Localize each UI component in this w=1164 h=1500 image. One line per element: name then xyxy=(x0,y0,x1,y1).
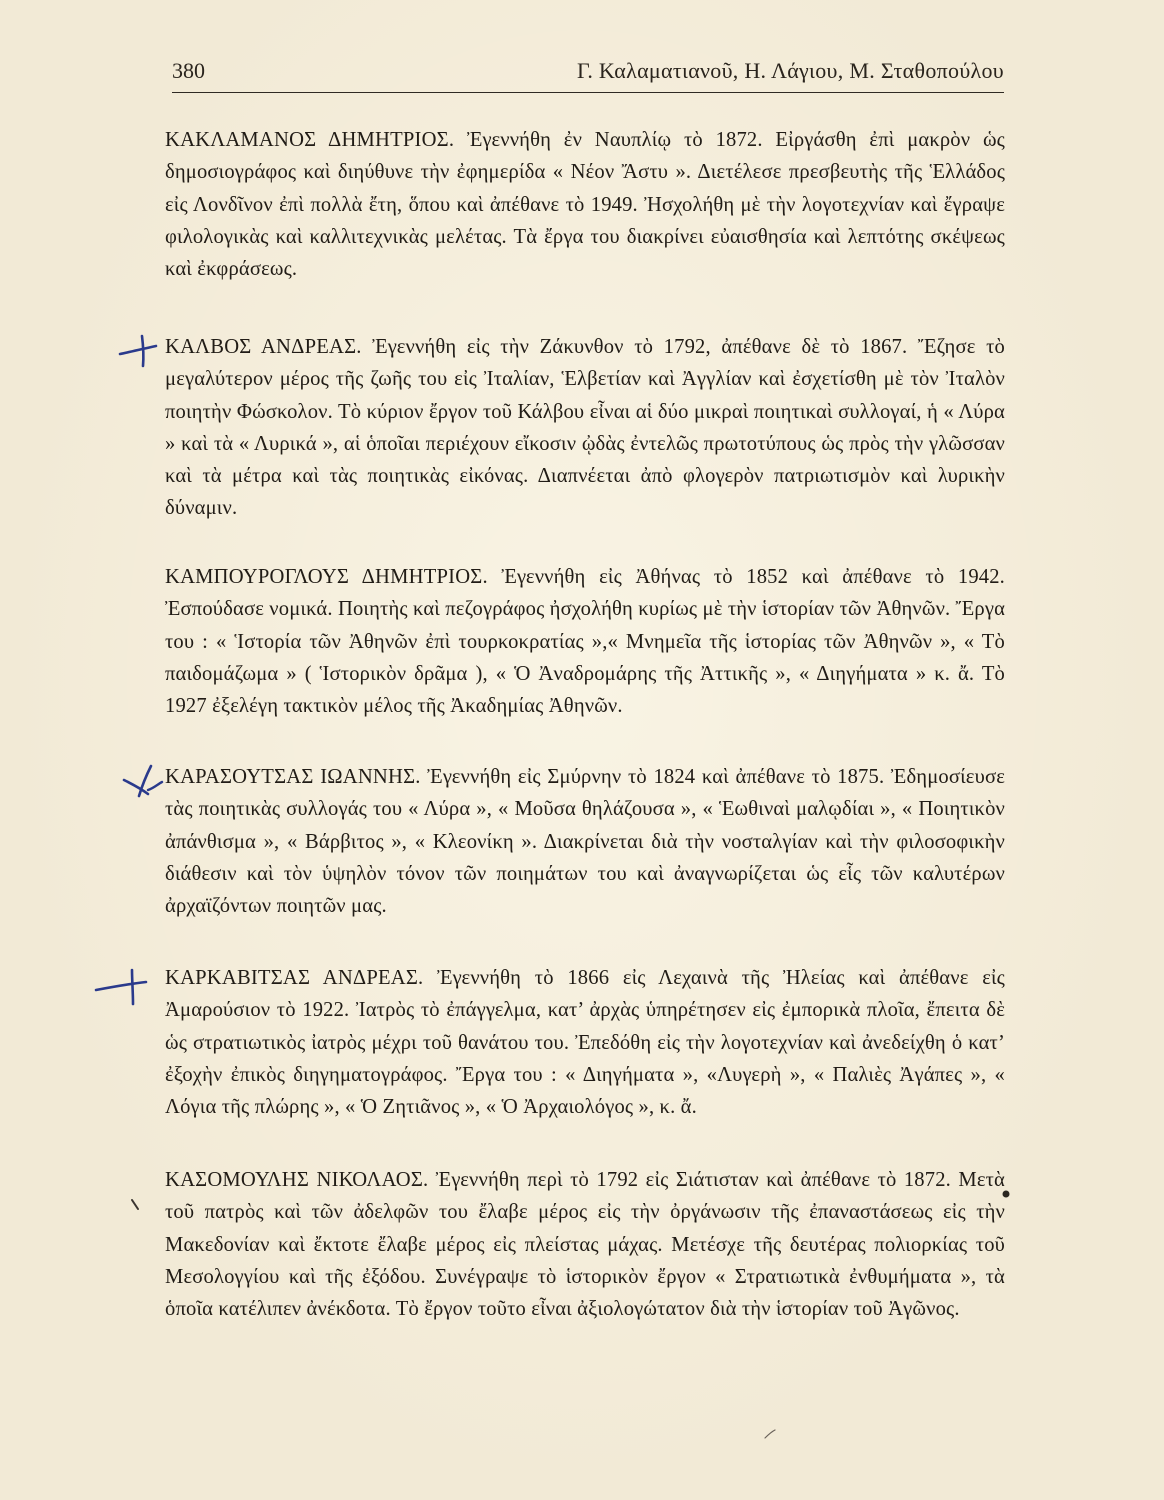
pen-cross-icon xyxy=(116,330,164,370)
entry-text: Ἐγεννήθη εἰς τὴν Ζάκυνθον τὸ 1792, ἀπέθανε δὲ τὸ 1867. Ἔζησε τὸ μεγαλύτερον μέρος τῆς ζωῆς του εἰς Ἰταλίαν, Ἑλβετίαν καὶ Ἀγγλίαν καὶ ἐσχετίσθη μὲ τὸν Ἰταλὸν ποιητὴν Φώσκολον. Τὸ κύριον ἔργον τοῦ Κάλβου εἶναι αἱ δύο μικραὶ ποιητικαὶ συλλογαί, ἡ « Λύρα » καὶ τὰ « Λυρικά », αἱ ὁποῖαι περιέχουν εἴκοσιν ᾠδὰς ἐντελῶς πρωτοτύπους ὡς πρὸς τὴν γλῶσσαν καὶ τὰ μέτρα καὶ τὰς ποιητικὰς εἰκόνας. Διαπνέεται ἀπὸ φλογερὸν πατριωτισμὸν καὶ λυρικὴν δύναμιν. xyxy=(165,336,1005,520)
entry-paragraph xyxy=(165,561,1005,722)
entry-paragraph xyxy=(165,962,1005,1123)
pen-cross-icon xyxy=(118,762,166,802)
entry-karasoutsas xyxy=(165,761,1005,922)
entry-text: Ἐγεννήθη εἰς Σμύρνην τὸ 1824 καὶ ἀπέθανε τὸ 1875. Ἐδημοσίευσε τὰς ποιητικὰς συλλογάς του « Λύρα », « Μοῦσα θηλάζουσα », « Ἑωθιναὶ μαλῳδίαι », « Ποιητικὸν ἀπάνθισμα », « Βάρβιτος », « Κλεονίκη ». Διακρίνεται διὰ τὴν νοσταλγίαν καὶ τὴν φιλοσοφικὴν διάθεσιν καὶ τὸν ὑψηλὸν τόνον τῶν ποιημάτων του καὶ ἀναγνωρίζεται ὡς εἷς τῶν καλυτέρων ἀρχαϊζόντων ποιητῶν μας. xyxy=(165,766,1005,918)
entry-text: Ἐγεννήθη εἰς Ἀθήνας τὸ 1852 καὶ ἀπέθανε τὸ 1942. Ἐσπούδασε νομικά. Ποιητὴς καὶ πεζογράφος ἠσχολήθη κυρίως μὲ τὴν ἱστορίαν τῶν Ἀθηνῶν. Ἔργα του : « Ἱστορία τῶν Ἀθηνῶν ἐπὶ τουρκοκρατίας »,« Μνημεῖα τῆς ἱστορίας τῶν Ἀθηνῶν », « Τὸ παιδομάζωμα » ( Ἱστορικὸν δρᾶμα ), « Ὁ Ἀναδρομάρης τῆς Ἀττικῆς », « Διηγήματα » κ. ἄ. Τὸ 1927 ἐξελέγη τακτικὸν μέλος τῆς Ἀκαδημίας Ἀθηνῶν. xyxy=(165,566,1006,718)
entry-name: ΚΑΡΑΣΟΥΤΣΑΣ ΙΩΑΝΝΗΣ. xyxy=(165,766,421,788)
entry-karkavitsas xyxy=(165,962,1005,1123)
stray-mark xyxy=(763,1428,777,1444)
entry-name: ΚΑΛΒΟΣ ΑΝΔΡΕΑΣ. xyxy=(165,336,362,358)
pen-cross-icon xyxy=(94,962,150,1012)
stray-mark xyxy=(130,1198,142,1216)
entry-paragraph xyxy=(165,1164,1005,1325)
entry-name: ΚΑΜΠΟΥΡΟΓΛΟΥΣ ΔΗΜΗΤΡΙΟΣ. xyxy=(165,566,488,588)
entry-text: Ἐγεννήθη τὸ 1866 εἰς Λεχαινὰ τῆς Ἠλείας καὶ ἀπέθανε εἰς Ἀμαρούσιον τὸ 1922. Ἰατρὸς τὸ ἐπάγγελμα, κατ’ ἀρχὰς ὑπηρέτησεν εἰς ἐμπορικὰ πλοῖα, ἔπειτα δὲ ὡς στρατιωτικὸς ἰατρὸς μέχρι τοῦ θανάτου του. Ἐπεδόθη εἰς τὴν λογοτεχνίαν καὶ ἀνεδείχθη ὁ κατ’ ἐξοχὴν ἐπικὸς διηγηματογράφος. Ἔργα του : « Διηγήματα », «Λυγερὴ », « Παλιὲς Ἀγάπες », « Λόγια τῆς πλώρης », « Ὁ Ζητιᾶνος », « Ὁ Ἀρχαιολόγος », κ. ἄ. xyxy=(165,967,1005,1119)
entry-text: Ἐγεννήθη περὶ τὸ 1792 εἰς Σιάτισταν καὶ ἀπέθανε τὸ 1872. Μετὰ τοῦ πατρὸς καὶ τῶν ἀδελφῶν του ἔλαβε μέρος εἰς τὴν ὀργάνωσιν τῆς ἐπαναστάσεως εἰς τὴν Μακεδονίαν καὶ ἔκτοτε ἔλαβε μέρος εἰς πλείστας μάχας. Μετέσχε τῆς δευτέρας πολιορκίας τοῦ Μεσολογγίου καὶ τῆς ἐξόδου. Συνέγραψε τὸ ἱστορικὸν ἔργον « Στρατιωτικὰ ἐνθυμήματα », τὰ ὁποῖα κατέλιπεν ἀνέκδοτα. Τὸ ἔργον τοῦτο εἶναι ἀξιολογώτατον διὰ τὴν ἱστορίαν τοῦ Ἀγῶνος. xyxy=(165,1169,1005,1321)
entry-kalvos xyxy=(165,331,1005,525)
page-header xyxy=(172,58,1004,88)
entry-kasomoulis xyxy=(165,1164,1005,1325)
page-number: 380 xyxy=(172,58,205,83)
entry-paragraph xyxy=(165,761,1005,922)
entry-paragraph xyxy=(165,331,1005,525)
header-rule xyxy=(172,92,1004,93)
running-head: Γ. Καλαματιανοῦ, Η. Λάγιου, Μ. Σταθοπούλου xyxy=(576,58,1004,83)
entry-name: ΚΑΡΚΑΒΙΤΣΑΣ ΑΝΔΡΕΑΣ. xyxy=(165,967,424,989)
entry-kampouroglous xyxy=(165,561,1005,722)
entry-text: Ἐγεννήθη ἐν Ναυπλίῳ τὸ 1872. Εἰργάσθη ἐπὶ μακρὸν ὡς δημοσιογράφος καὶ διηύθυνε τὴν ἐφημερίδα « Νέον Ἄστυ ». Διετέλεσε πρεσβευτὴς τῆς Ἑλλάδος εἰς Λονδῖνον ἐπὶ πολλὰ ἔτη, ὅπου καὶ ἀπέθανε τὸ 1949. Ἠσχολήθη μὲ τὴν λογοτεχνίαν καὶ ἔγραψε φιλολογικὰς καὶ καλλιτεχνικὰς μελέτας. Τὰ ἔργα του διακρίνει εὐαισθησία καὶ λεπτότης σκέψεως καὶ ἐκφράσεως. xyxy=(165,129,1005,281)
entry-name: ΚΑΣΟΜΟΥΛΗΣ ΝΙΚΟΛΑΟΣ. xyxy=(165,1169,429,1191)
entry-paragraph xyxy=(165,124,1005,285)
entry-name: ΚΑΚΛΑΜΑΝΟΣ ΔΗΜΗΤΡΙΟΣ. xyxy=(165,129,455,151)
entry-kaklamanos xyxy=(165,124,1005,285)
stray-dot xyxy=(1000,1188,1012,1204)
